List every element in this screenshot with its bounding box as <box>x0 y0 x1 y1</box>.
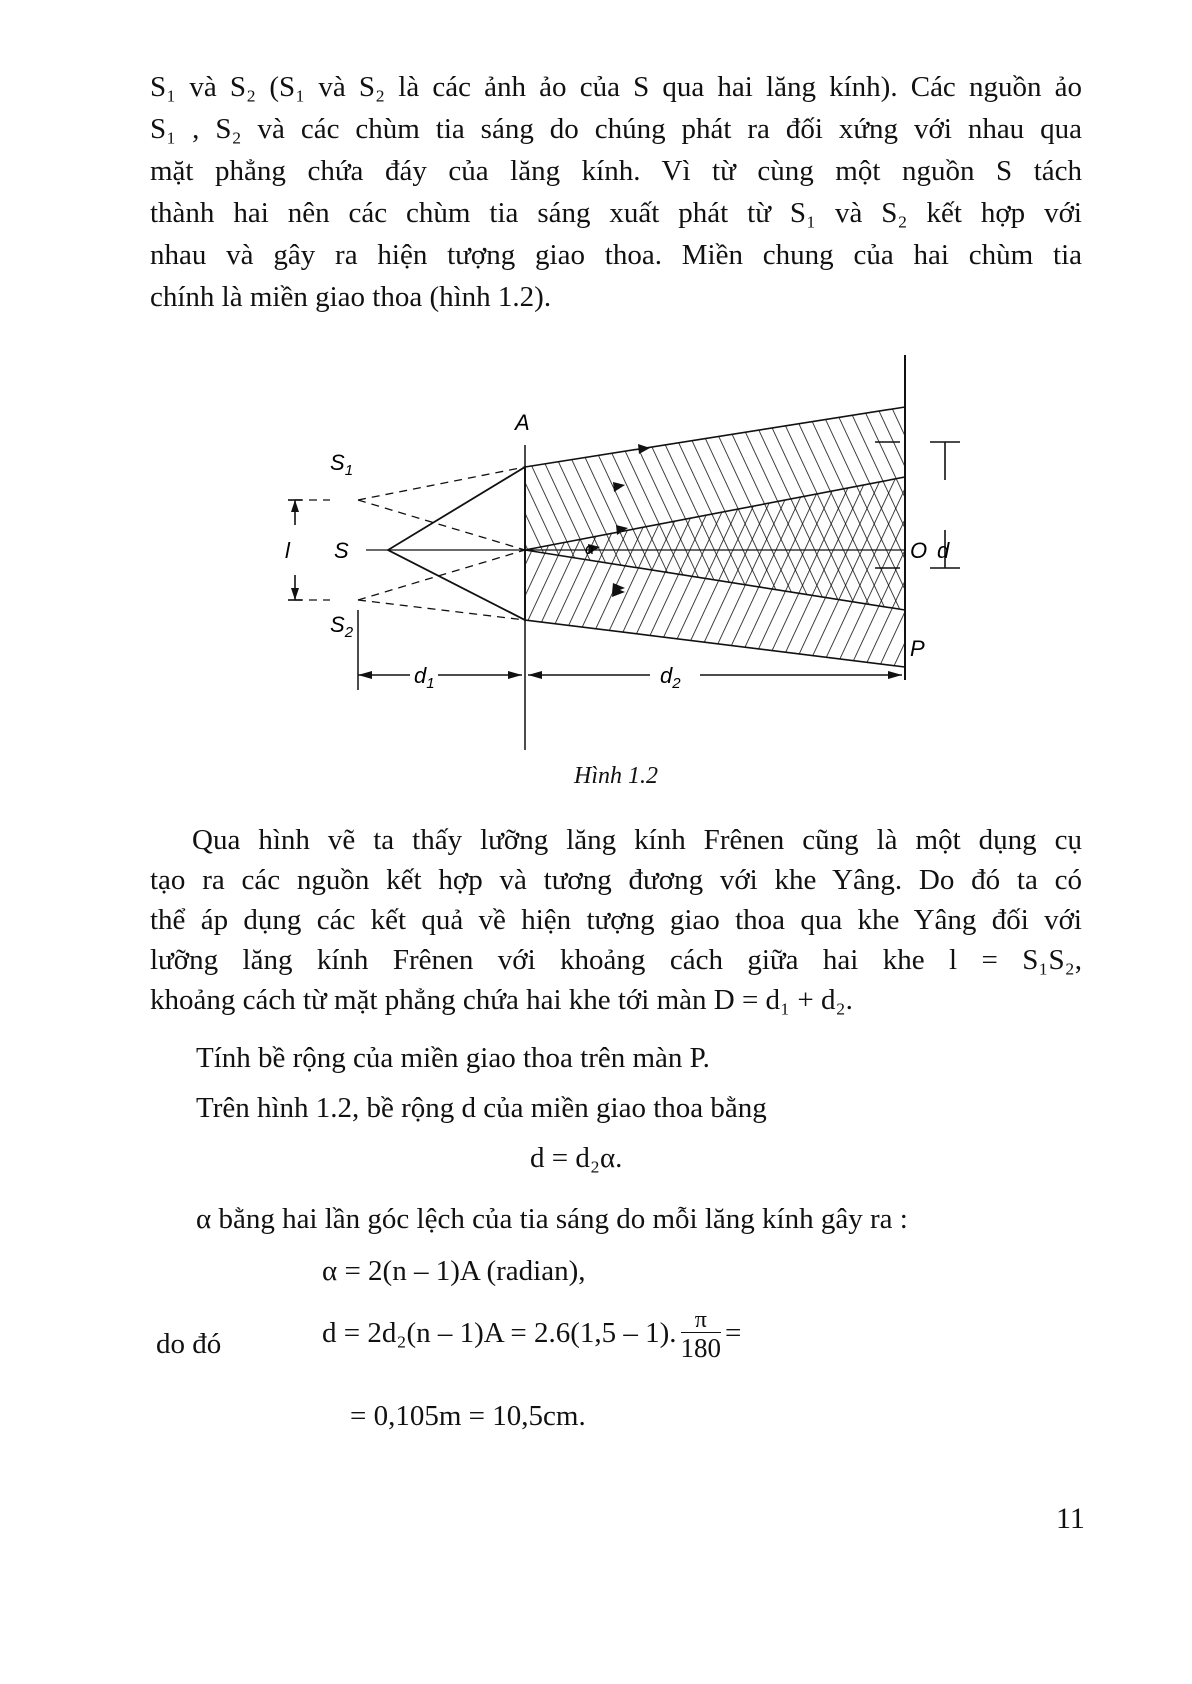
label-d1: $d_1$ <box>414 663 435 692</box>
text-line: Qua hình vẽ ta thấy lưỡng lăng kính Frênen cũng là một dụng cụ <box>192 824 1082 856</box>
formula-d: d = d₂α. <box>530 1142 623 1174</box>
formula-result: = 0,105m = 10,5cm. <box>350 1400 586 1432</box>
alpha-text: α bằng hai lần góc lệch của tia sáng do mỗi lăng kính gây ra : <box>196 1203 908 1235</box>
label-alpha: α <box>585 541 595 558</box>
formula-d-calc <box>322 1308 741 1363</box>
figure-fresnel-biprism <box>285 370 960 750</box>
do-do-label: do đó <box>156 1328 222 1360</box>
biprism <box>388 467 525 620</box>
label-S1: $S_1$ <box>330 450 354 479</box>
text-line: thể áp dụng các kết quả về hiện tượng giao thoa qua khe Yâng đối với <box>150 904 1082 936</box>
label-P: P <box>910 636 925 661</box>
text-line: nhau và gây ra hiện tượng giao thoa. Miền chung của hai chùm tia <box>150 239 1082 271</box>
fraction-numerator: π <box>681 1308 722 1333</box>
text-line: lưỡng lăng kính Frênen với khoảng cách giữa hai khe l = S₁S₂, <box>150 944 1082 976</box>
formula-alpha: α = 2(n – 1)A (radian), <box>322 1255 586 1287</box>
statement-text: Trên hình 1.2, bề rộng d của miền giao thoa bằng <box>196 1092 767 1124</box>
paragraph-2 <box>150 820 1082 1020</box>
text-line: S₁ , S₂ và các chùm tia sáng do chúng phát ra đối xứng với nhau qua <box>150 113 1082 145</box>
page-number: 11 <box>1056 1502 1085 1535</box>
fraction-pi-180 <box>681 1308 722 1363</box>
label-l: l <box>285 538 290 563</box>
paragraph-1 <box>150 66 1082 318</box>
label-O: O <box>910 538 928 563</box>
text-line: chính là miền giao thoa (hình 1.2). <box>150 281 552 313</box>
label-d2: $d_2$ <box>660 663 681 692</box>
text-line: S₁ và S₂ (S₁ và S₂ là các ảnh ảo của S qua hai lăng kính). Các nguồn ảo <box>150 71 1082 103</box>
text-line: mặt phẳng chứa đáy của lăng kính. Vì từ cùng một nguồn S tách <box>150 155 1082 187</box>
label-A: A <box>515 410 530 435</box>
label-d: d <box>937 538 950 563</box>
label-S2: $S_2$ <box>330 612 354 641</box>
text-line: thành hai nên các chùm tia sáng xuất phát từ S₁ và S₂ kết hợp với <box>150 197 1082 229</box>
text-line: tạo ra các nguồn kết hợp và tương đương với khe Yâng. Do đó ta có <box>150 864 1082 896</box>
formula-left: d = 2d₂(n – 1)A = 2.6(1,5 – 1). <box>322 1317 677 1350</box>
question-text: Tính bề rộng của miền giao thoa trên màn P. <box>196 1042 710 1074</box>
label-S: S <box>334 538 349 563</box>
fraction-denominator: 180 <box>680 1333 722 1363</box>
formula-equals: = <box>725 1317 742 1350</box>
figure-caption: Hình 1.2 <box>574 763 658 789</box>
text-line: khoảng cách từ mặt phẳng chứa hai khe tới màn D = d₁ + d₂. <box>150 984 853 1016</box>
